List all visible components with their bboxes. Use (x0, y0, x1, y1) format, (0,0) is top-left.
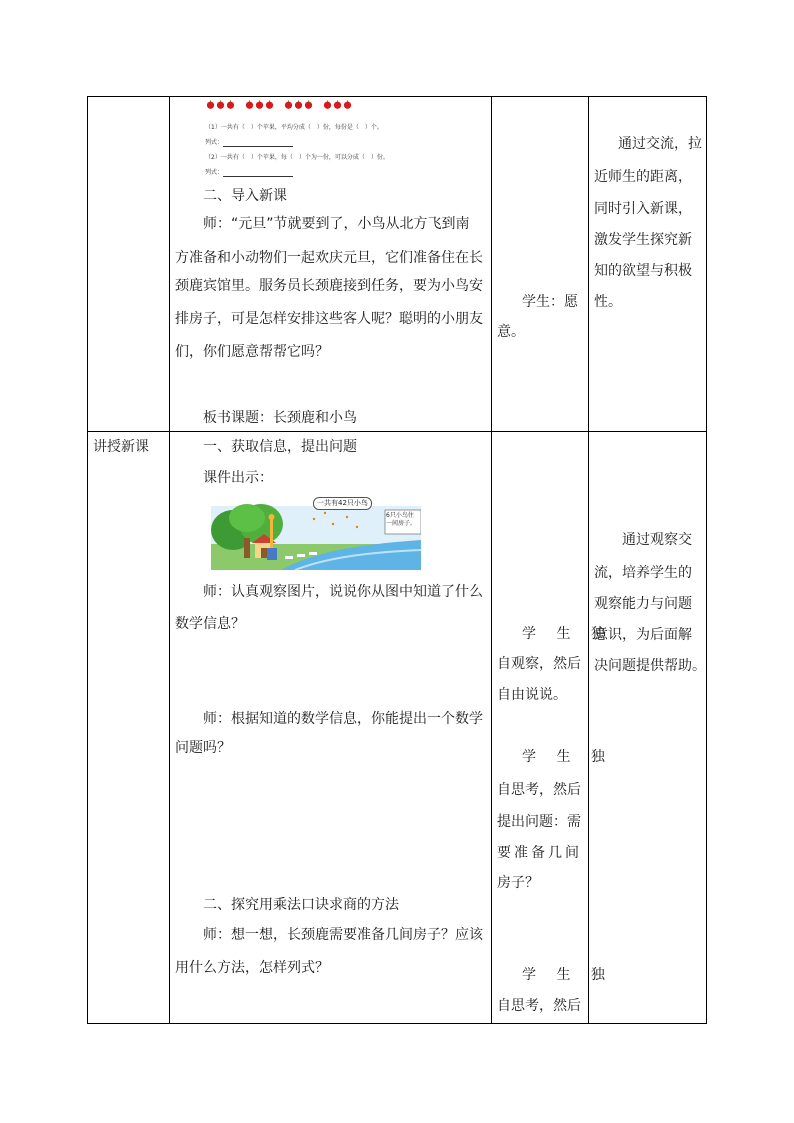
design-intent: 决问题提供帮助。 (594, 658, 706, 674)
student-activity: 房子？ (497, 875, 539, 891)
student-activity: 要准备几间 (497, 845, 582, 861)
bubble-line: 6只小鸟住 (386, 512, 414, 519)
stage-label: 讲授新课 (93, 439, 149, 455)
design-intent: 激发学生探究新 (594, 232, 692, 248)
content-line: 师：“元旦”节就要到了，小鸟从北方飞到南 (203, 216, 470, 232)
student-activity: 自观察，然后 (497, 656, 581, 672)
apple-icon (255, 100, 264, 109)
design-intent: 意识，为后面解 (594, 627, 692, 643)
row-divider (88, 431, 706, 432)
design-intent: 通过交流，拉 (618, 136, 702, 152)
apple-group (323, 100, 352, 109)
design-intent: 近师生的距离， (594, 169, 692, 185)
apple-icon (245, 100, 254, 109)
section-title: 一、获取信息，提出问题 (203, 439, 357, 455)
student-activity: 学 生 独 (522, 967, 613, 983)
apple-icon (265, 100, 274, 109)
apple-icon (294, 100, 303, 109)
content-line: 们，你们愿意帮帮它吗？ (175, 344, 329, 360)
content-line: 颈鹿宾馆里。服务员长颈鹿接到任务，要为小鸟安 (175, 278, 483, 294)
student-activity: 自由说说。 (497, 687, 567, 703)
apple-rows (206, 100, 352, 109)
apple-icon (226, 100, 235, 109)
content-line: 排房子，可是怎样安排这些客人呢？聪明的小朋友 (175, 311, 483, 327)
student-activity: 自思考，然后 (497, 998, 581, 1014)
apple-icon (206, 100, 215, 109)
courseware-label: 课件出示： (203, 470, 273, 486)
design-intent: 性。 (594, 294, 622, 310)
design-intent: 同时引入新课， (594, 201, 692, 217)
student-activity: 自思考，然后 (497, 782, 581, 798)
apple-icon (216, 100, 225, 109)
apple-icon (333, 100, 342, 109)
apple-group (284, 100, 313, 109)
column-divider (491, 97, 492, 1023)
student-activity: 学生：愿 (522, 294, 578, 310)
content-line: 方准备和小动物们一起欢庆元旦，它们准备住在长 (175, 250, 483, 266)
worksheet-question-2: （2）一共有（ ）个苹果，每（ ）个为一份，可以分成（ ）份。 (205, 154, 389, 161)
teacher-question: 师：根据知道的数学信息，你能提出一个数学 (203, 711, 483, 727)
worksheet-formula-1: 列式： (205, 139, 293, 147)
bubble-line: 一间房子。 (386, 520, 417, 527)
design-intent: 流，培养学生的 (594, 565, 692, 581)
column-divider (169, 97, 170, 1023)
section-title: 二、导入新课 (203, 188, 287, 204)
design-intent: 通过观察交 (622, 532, 692, 548)
speech-bubble: 一共有42只小鸟 (313, 497, 372, 510)
student-activity: 学 生 独 (522, 749, 613, 765)
apple-icon (284, 100, 293, 109)
apple-icon (343, 100, 352, 109)
student-activity: 提出问题：需 (497, 814, 581, 830)
teacher-question: 师：认真观察图片，说说你从图中知道了什么 (203, 584, 483, 600)
design-intent: 知的欲望与积极 (594, 263, 692, 279)
teacher-question: 问题吗？ (175, 740, 231, 756)
worksheet-question-1: （1）一共有（ ）个苹果，平均分成（ ）份，每份是（ ）个。 (205, 124, 383, 131)
apple-icon (304, 100, 313, 109)
worksheet-formula-2: 列式： (205, 169, 293, 177)
student-activity: 学 生 独 (522, 626, 613, 642)
teacher-question: 数学信息？ (175, 616, 245, 632)
board-title: 板书课题：长颈鹿和小鸟 (203, 410, 357, 426)
speech-bubble (386, 512, 416, 528)
teacher-question: 用什么方法，怎样列式？ (175, 960, 329, 976)
column-divider (588, 97, 589, 1023)
section-title: 二、探究用乘法口诀求商的方法 (203, 897, 399, 913)
apple-group (206, 100, 235, 109)
teacher-question: 师：想一想，长颈鹿需要准备几间房子？应该 (203, 927, 483, 943)
apple-icon (323, 100, 332, 109)
apple-group (245, 100, 274, 109)
student-activity: 意。 (497, 324, 525, 340)
design-intent: 观察能力与问题 (594, 596, 692, 612)
